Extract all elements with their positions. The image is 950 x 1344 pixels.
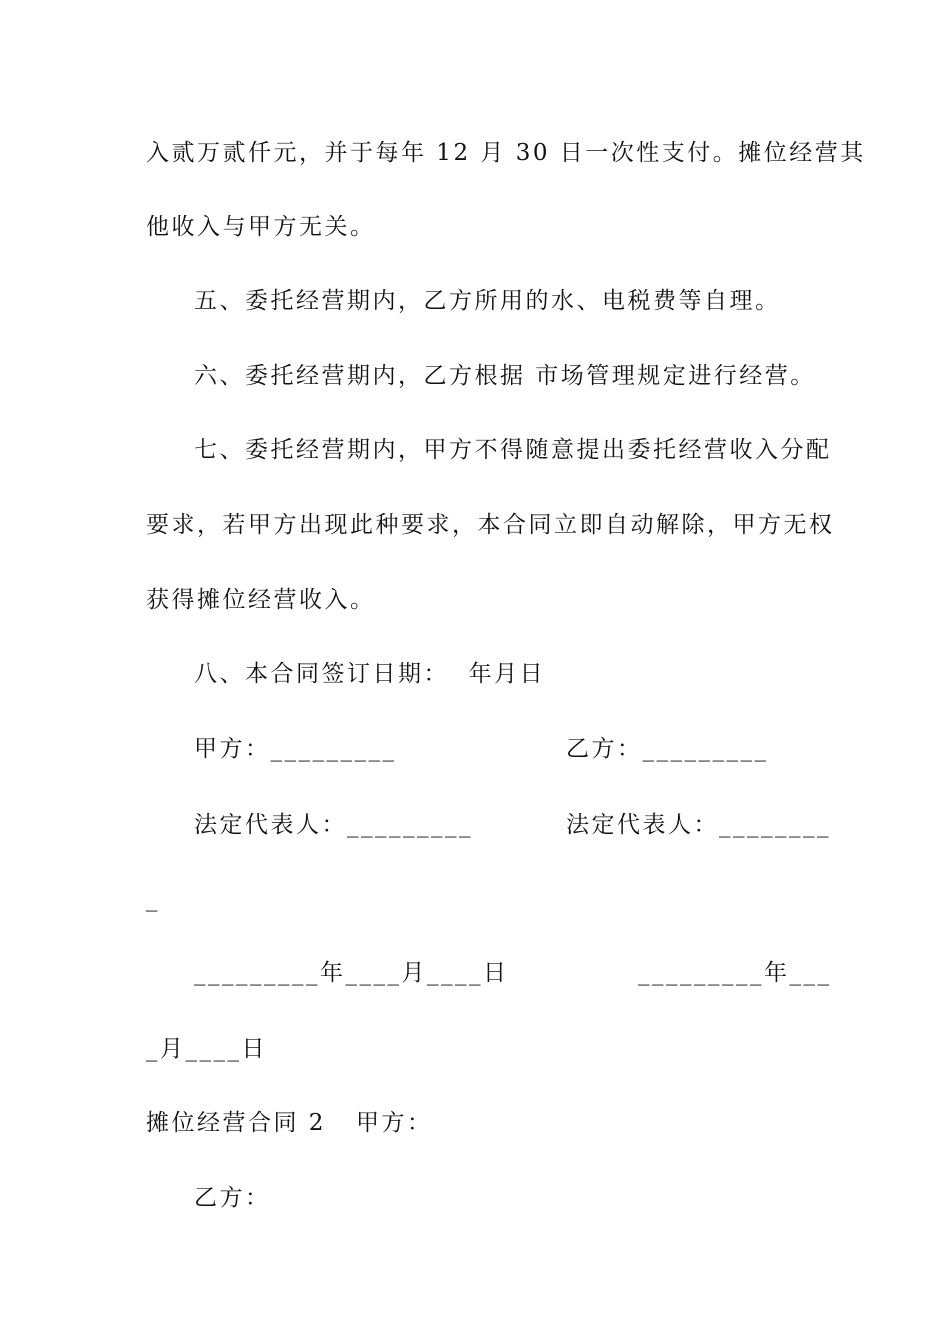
next-contract-party-b: 乙方： [194, 1185, 271, 1211]
party-a-date: _________年____月____日 [194, 960, 509, 986]
party-a-signature: 甲方：_________ [194, 736, 397, 762]
clause-five: 五、委托经营期内，乙方所用的水、电税费等自理。 [194, 288, 781, 314]
next-contract-title: 摊位经营合同 2 [146, 1110, 326, 1136]
paragraph-line: 获得摊位经营收入。 [146, 587, 376, 613]
party-b-representative: 法定代表人：________ [566, 812, 831, 838]
party-b-signature: 乙方：_________ [566, 736, 769, 762]
representative-continuation: _ [146, 886, 160, 912]
party-a-representative: 法定代表人：_________ [194, 812, 473, 838]
paragraph-line: 入贰万贰仟元，并于每年 12 月 30 日一次性支付。摊位经营其 [146, 140, 866, 166]
date-continuation: _月____日 [146, 1036, 267, 1062]
clause-seven: 七、委托经营期内，甲方不得随意提出委托经营收入分配 [194, 437, 832, 463]
clause-six: 六、委托经营期内，乙方根据 市场管理规定进行经营。 [194, 363, 816, 389]
clause-eight: 八、本合同签订日期： 年月日 [194, 661, 546, 687]
paragraph-line: 他收入与甲方无关。 [146, 214, 376, 240]
next-contract-party-a: 甲方： [356, 1110, 433, 1136]
paragraph-line: 要求，若甲方出现此种要求，本合同立即自动解除，甲方无权 [146, 512, 835, 538]
party-b-date: _________年___ [638, 960, 832, 986]
